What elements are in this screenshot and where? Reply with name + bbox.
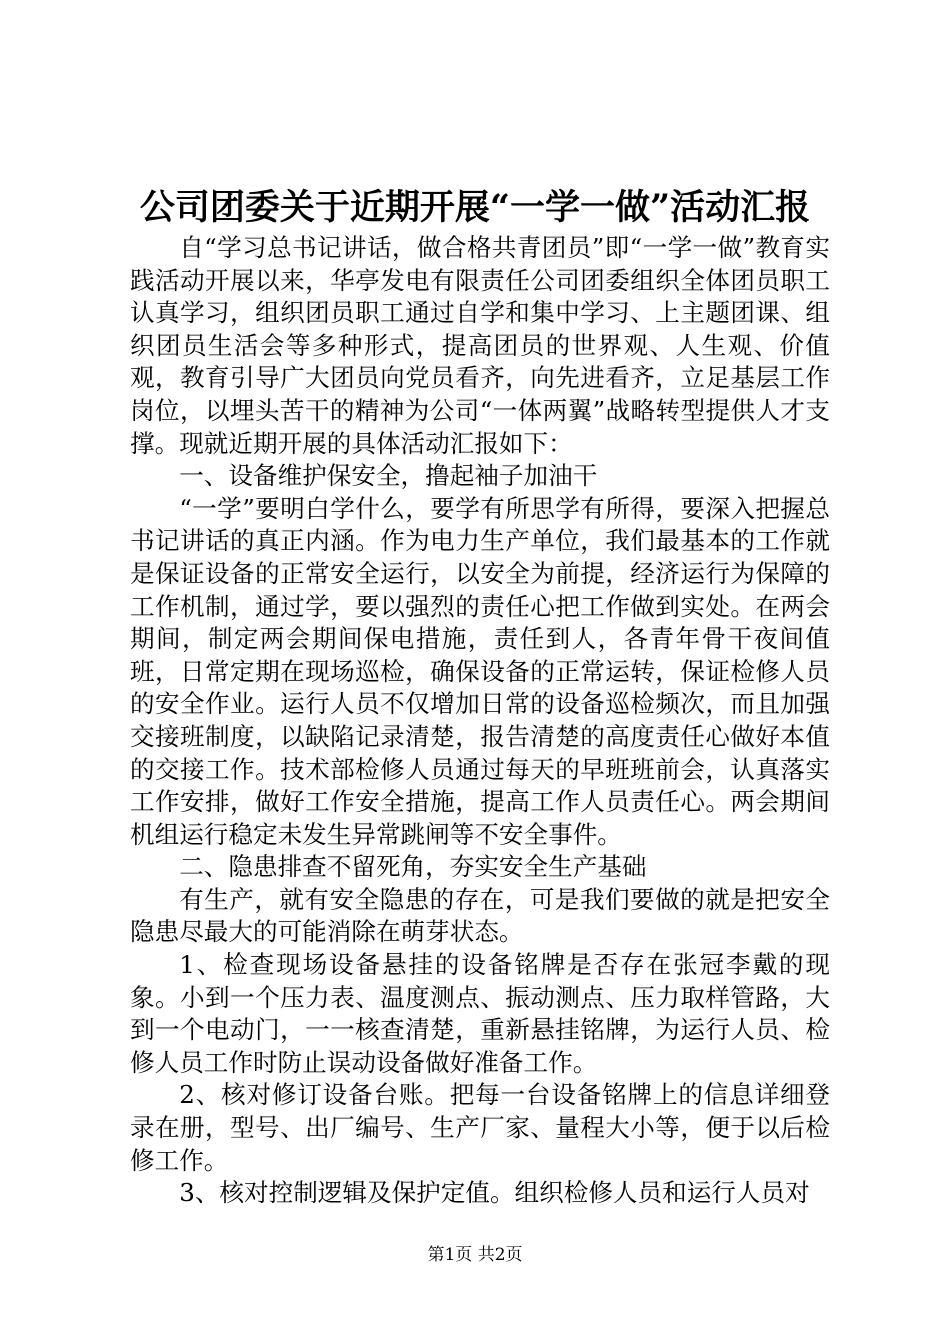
list-item-1: 1、检查现场设备悬挂的设备铭牌是否存在张冠李戴的现象。小到一个压力表、温度测点、振动测点、压力取样管路，大到一个电动门，一一核查清楚，重新悬挂铭牌，为运行人员、检修人员工作时防止误动设备做好准备工作。 [130,950,830,1077]
section-heading-2: 二、隐患排查不留死角，夯实安全生产基础 [179,852,647,882]
document-title: 公司团委关于近期开展“一学一做”活动汇报 [139,187,811,228]
paragraph-section-1: “一学”要明白学什么，要学有所思学有所得，要深入把握总书记讲话的真正内涵。作为电力生产单位，我们最基本的工作就是保证设备的正常安全运行，以安全为前提，经济运行为保障的工作机制，通过学，要以强烈的责任心把工作做到实处。在两会期间，制定两会期间保电措施，责任到人，各青年骨干夜间值班，日常定期在现场巡检，确保设备的正常运转，保证检修人员的安全作业。运行人员不仅增加日常的设备巡检频次，而且加强交接班制度，以缺陷记录清楚，报告清楚的高度责任心做好本值的交接工作。技术部检修人员通过每天的早班班前会，认真落实工作安排，做好工作安全措施，提高工作人员责任心。两会期间机组运行稳定未发生异常跳闸等不安全事件。 [130,493,830,849]
document-body [130,232,830,1210]
list-item-2: 2、核对修订设备台账。把每一台设备铭牌上的信息详细登录在册，型号、出厂编号、生产厂家、量程大小等，便于以后检修工作。 [130,1080,830,1175]
page-footer: 第1页 共2页 [427,1245,523,1265]
paragraph-section-2: 有生产，就有安全隐患的存在，可是我们要做的就是把安全隐患尽最大的可能消除在萌芽状态。 [130,884,830,947]
paragraph-intro: 自“学习总书记讲话，做合格共青团员”即“一学一做”教育实践活动开展以来，华亭发电有限责任公司团委组织全体团员职工认真学习，组织团员职工通过自学和集中学习、上主题团课、组织团员生活会等多种形式，提高团员的世界观、人生观、价值观，教育引导广大团员向党员看齐，向先进看齐，立足基层工作岗位，以埋头苦干的精神为公司“一体两翼”战略转型提供人才支撑。现就近期开展的具体活动汇报如下： [130,233,830,458]
section-heading-1: 一、设备维护保安全，撸起袖子加油干 [179,461,598,491]
list-item-3: 3、核对控制逻辑及保护定值。组织检修人员和运行人员对 [179,1178,810,1208]
